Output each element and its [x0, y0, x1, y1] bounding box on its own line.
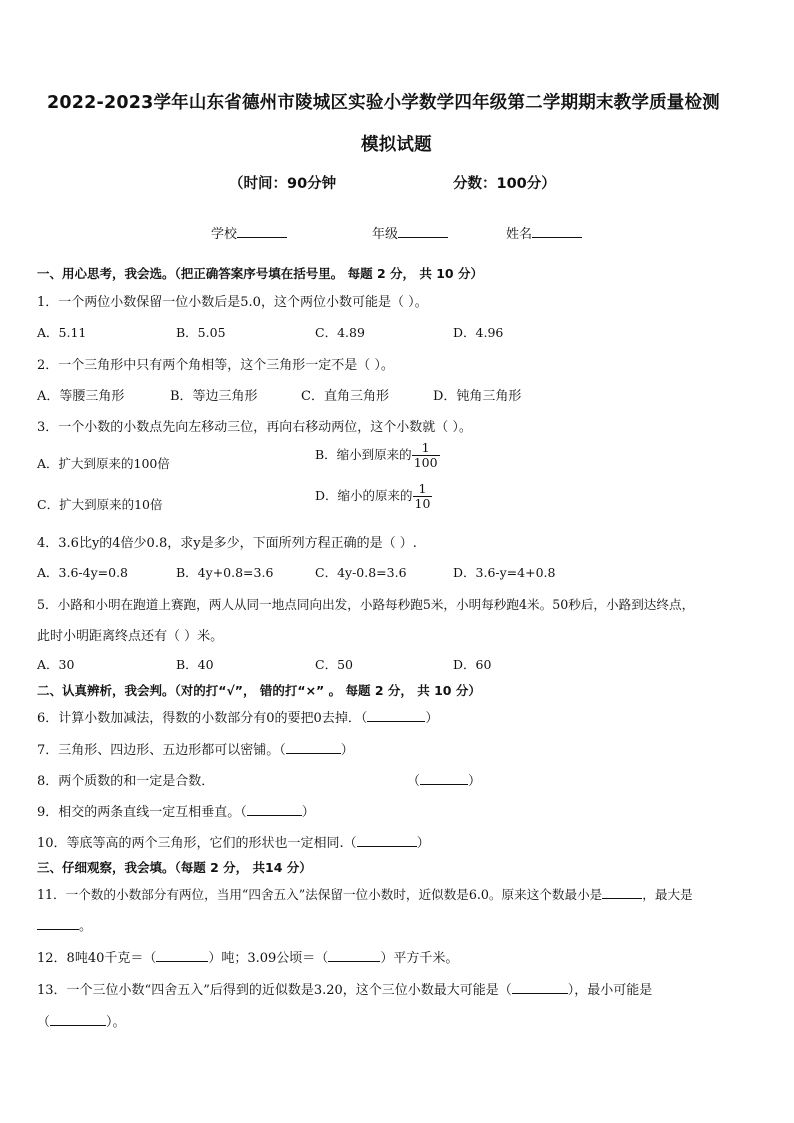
- q13-close: ）。: [106, 1015, 126, 1030]
- q11-max-blank[interactable]: [37, 929, 79, 930]
- q3-option-c[interactable]: C．扩大到原来的10倍: [37, 497, 163, 512]
- q3-option-a[interactable]: A．扩大到原来的100倍: [37, 456, 170, 471]
- q4-option-a[interactable]: A．3.6-4y=0.8: [37, 565, 128, 580]
- q11-min-blank[interactable]: [602, 898, 642, 899]
- q1-option-d[interactable]: D．4.96: [453, 325, 504, 340]
- q9-close-paren: ）: [301, 805, 315, 820]
- exam-time: （时间：90分钟: [229, 176, 337, 192]
- q2-option-d[interactable]: D．钝角三角形: [433, 389, 522, 404]
- fraction-one-tenth: $\frac{1}{10}$: [414, 481, 431, 511]
- exam-score: 分数：100分）: [453, 176, 556, 192]
- school-blank[interactable]: [237, 237, 287, 238]
- q11-text-a: 11．一个数的小数部分有两位，当用“四舍五入”法保留一位小数时，近似数是6.0。原来这个数最小是: [37, 887, 603, 902]
- q13-max-blank[interactable]: [512, 993, 568, 994]
- q13-line1: [37, 979, 652, 998]
- q9-answer-blank[interactable]: [247, 815, 302, 816]
- q8-close-paren: ）: [468, 774, 482, 789]
- q13-min-blank[interactable]: [50, 1025, 106, 1026]
- q7-close-paren: ）: [340, 743, 354, 758]
- q3-option-b[interactable]: [315, 441, 440, 470]
- q5-text-line1: 5．小路和小明在跑道上赛跑，两人从同一地点同向出发，小路每秒跑5米，小明每秒跑4米。50秒后，小路到达终点，: [37, 597, 695, 612]
- q12-text-c: ）平方千米。: [380, 951, 459, 966]
- q3-option-d[interactable]: [315, 482, 432, 511]
- q13-text-a: 13．一个三位小数“四舍五入”后得到的近似数是3.20，这个三位小数最大可能是（: [37, 983, 512, 998]
- section3-title: 三、仔细观察，我会填。（每题 2 分， 共14 分）: [37, 860, 312, 875]
- q2-option-b[interactable]: B．等边三角形: [170, 389, 258, 404]
- q6-text: 6．计算小数加减法，得数的小数部分有0的要把0去掉．（: [37, 711, 368, 726]
- q5-option-b[interactable]: B．40: [176, 657, 214, 672]
- q11-text-b: ，最大是: [642, 887, 693, 902]
- q1-option-a[interactable]: A．5.11: [37, 325, 87, 340]
- q12-text-a: 12．8吨40千克＝（: [37, 951, 157, 966]
- q13-text-b: ），最小可能是: [567, 983, 653, 998]
- q13-open-paren: （: [37, 1015, 51, 1030]
- school-label: 学校: [211, 227, 238, 242]
- q7-text: 7．三角形、四边形、五边形都可以密铺。（: [37, 743, 286, 758]
- q5-text-line2: 此时小明距离终点还有（ ）米。: [37, 629, 224, 644]
- q13-line2: [37, 1011, 126, 1030]
- q7-answer-blank[interactable]: [286, 753, 341, 754]
- q5-option-c[interactable]: C．50: [315, 657, 353, 672]
- q11-line1: [37, 884, 693, 903]
- q8-text: 8．两个质数的和一定是合数．: [37, 774, 215, 789]
- section1-title: 一、用心思考，我会选。（把正确答案序号填在括号里。 每题 2 分， 共 10 分）: [37, 266, 483, 281]
- q3-option-b-label: B．缩小到原来的: [315, 447, 412, 462]
- q6-item: [37, 707, 438, 726]
- section2-title: 二、认真辨析，我会判。（对的打“√”， 错的打“×” 。 每题 2 分， 共 10 分）: [37, 683, 481, 698]
- q10-answer-blank[interactable]: [357, 846, 417, 847]
- q1-option-b[interactable]: B．5.05: [176, 325, 226, 340]
- q8-answer-blank[interactable]: [420, 784, 468, 785]
- q2-text: 2．一个三角形中只有两个角相等，这个三角形一定不是（ ）。: [37, 358, 394, 373]
- q2-option-c[interactable]: C．直角三角形: [301, 389, 389, 404]
- q9-text: 9．相交的两条直线一定互相垂直。（: [37, 805, 247, 820]
- q6-answer-blank[interactable]: [367, 721, 425, 722]
- q6-close-paren: ）: [425, 711, 439, 726]
- q9-item: [37, 801, 315, 820]
- q3-option-d-label: D．缩小的原来的: [315, 488, 413, 503]
- page-title-line1: 2022-2023学年山东省德州市陵城区实验小学数学四年级第二学期期末教学质量检测: [47, 93, 720, 113]
- q10-close-paren: ）: [416, 836, 430, 851]
- q12-item: [37, 947, 458, 966]
- name-blank[interactable]: [532, 237, 582, 238]
- q8-open-paren: （: [407, 774, 421, 789]
- school-field[interactable]: [211, 223, 287, 242]
- grade-field[interactable]: [372, 223, 448, 242]
- q5-option-d[interactable]: D．60: [453, 657, 492, 672]
- q1-text: 1．一个两位小数保留一位小数后是5.0，这个两位小数可能是（ ）。: [37, 295, 428, 310]
- q4-option-d[interactable]: D．3.6-y=4+0.8: [453, 565, 556, 580]
- grade-blank[interactable]: [398, 237, 448, 238]
- q12-tons-blank[interactable]: [156, 961, 208, 962]
- grade-label: 年级: [372, 227, 399, 242]
- q4-option-b[interactable]: B．4y+0.8=3.6: [176, 565, 274, 580]
- page-title-line2: 模拟试题: [361, 135, 432, 155]
- q10-item: [37, 832, 430, 851]
- q1-option-c[interactable]: C．4.89: [315, 325, 365, 340]
- q4-option-c[interactable]: C．4y-0.8=3.6: [315, 565, 407, 580]
- q3-text: 3．一个小数的小数点先向左移动三位，再向右移动两位，这个小数就（ ）。: [37, 420, 472, 435]
- q4-text: 4．3.6比y的4倍少0.8，求y是多少，下面所列方程正确的是（ ）.: [37, 536, 417, 551]
- q7-item: [37, 739, 354, 758]
- q12-text-b: ）吨；3.09公顷＝（: [208, 951, 329, 966]
- name-label: 姓名: [506, 227, 533, 242]
- q10-text: 10．等底等高的两个三角形，它们的形状也一定相同.（: [37, 836, 357, 851]
- name-field[interactable]: [506, 223, 582, 242]
- q12-km2-blank[interactable]: [328, 961, 380, 962]
- q11-period: 。: [79, 919, 93, 934]
- q8-answer: [407, 770, 481, 789]
- q2-option-a[interactable]: A．等腰三角形: [37, 389, 125, 404]
- fraction-one-hundredth: $\frac{1}{100}$: [413, 440, 438, 470]
- q11-line2: [37, 915, 92, 934]
- q5-option-a[interactable]: A．30: [37, 657, 75, 672]
